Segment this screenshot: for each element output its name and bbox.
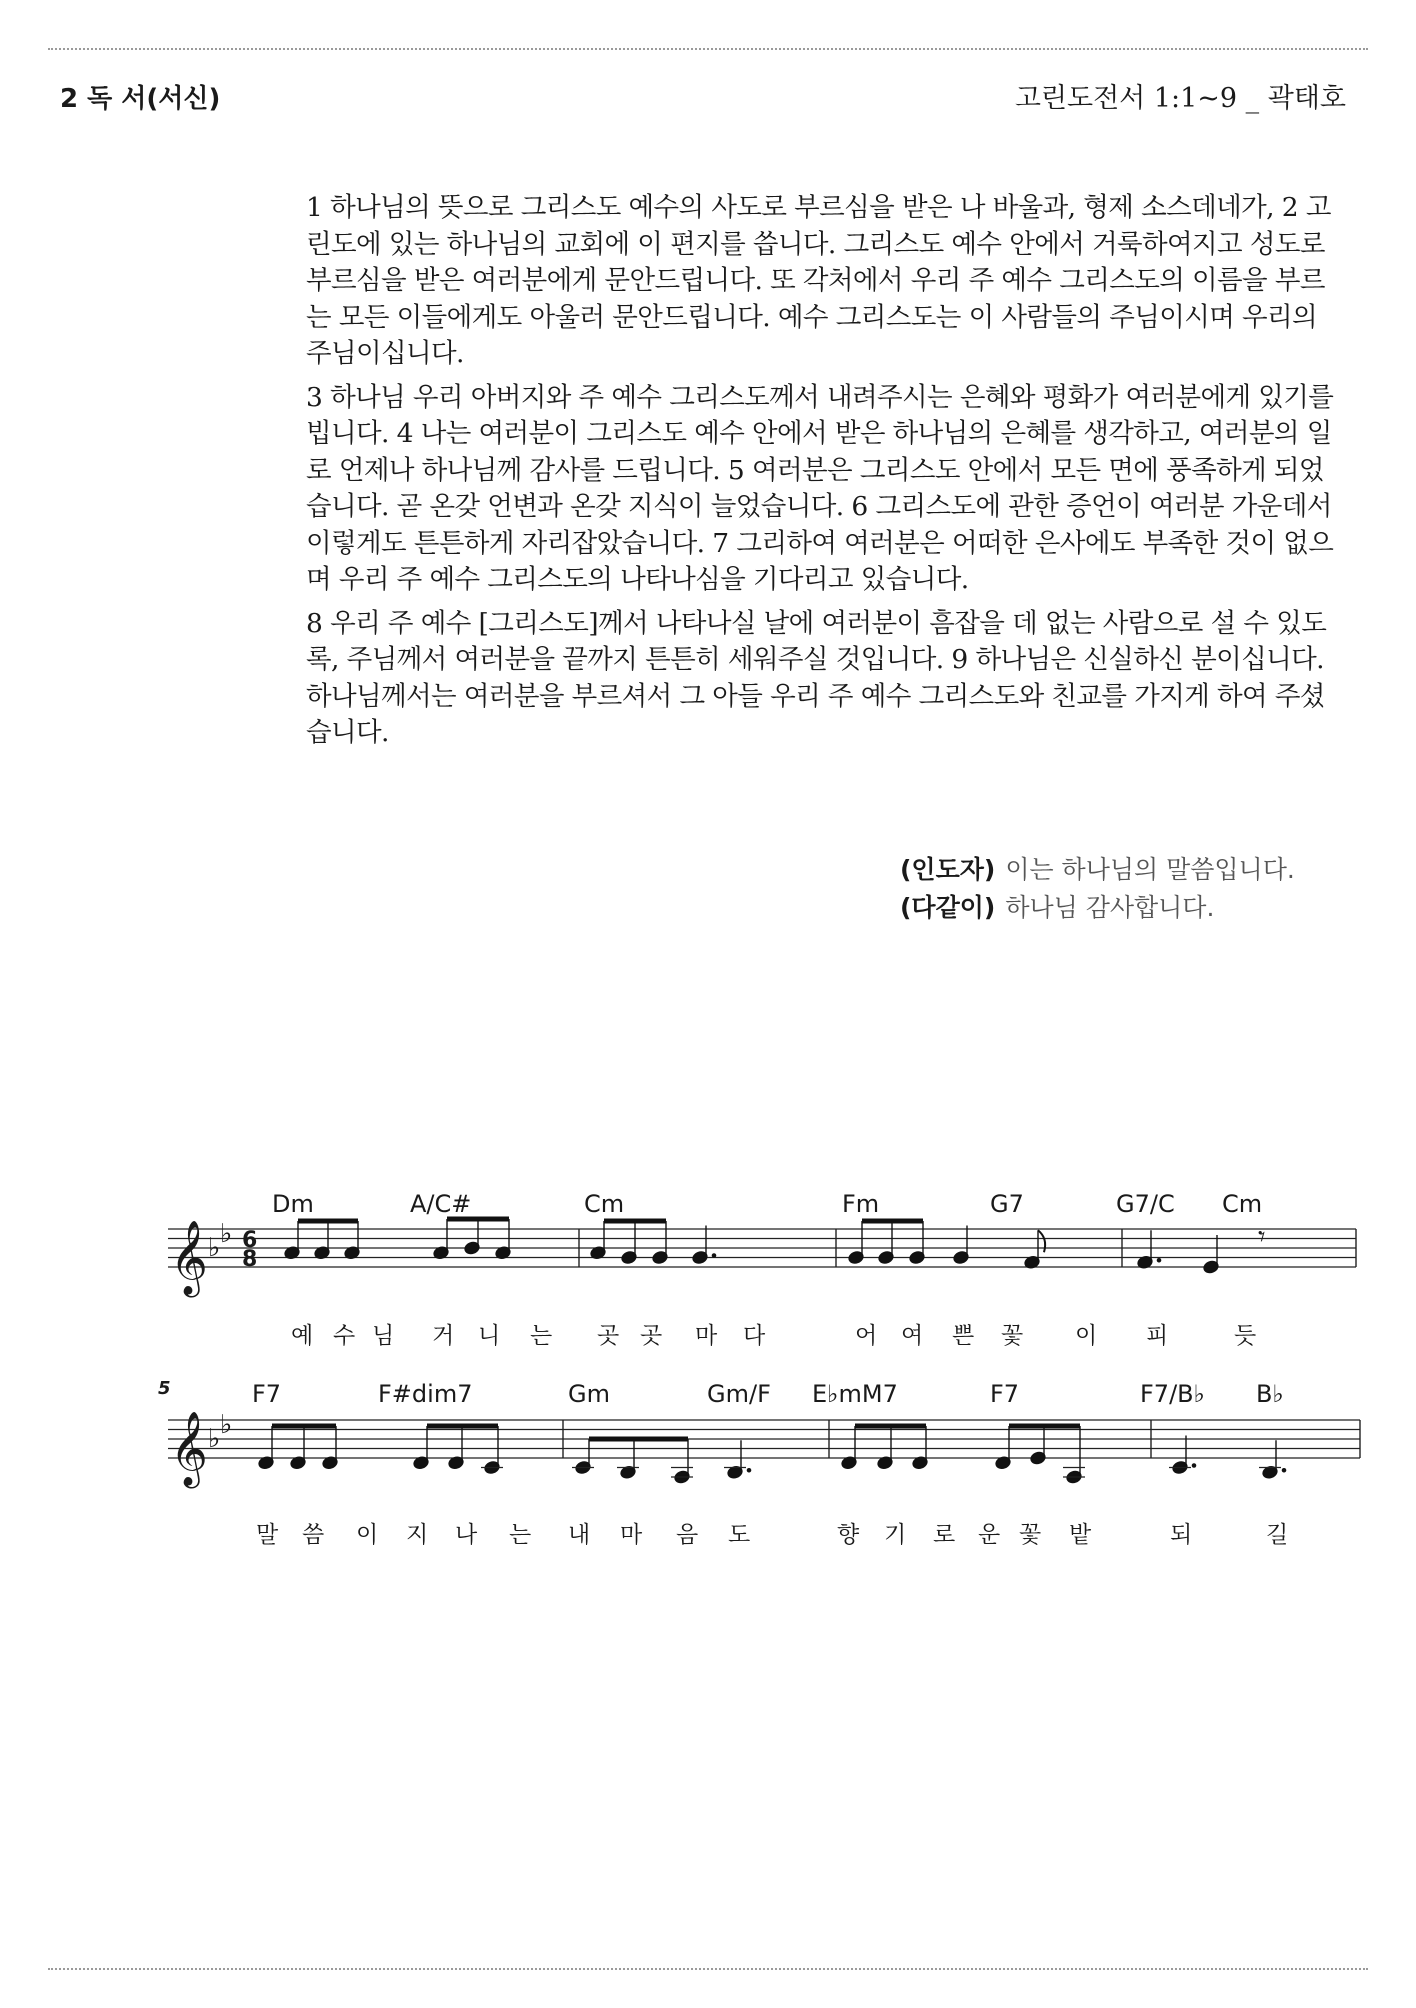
time-signature-bottom: 8 — [242, 1247, 258, 1272]
note-dot — [747, 1468, 752, 1473]
lyric-syllable: 꽃 — [1001, 1323, 1024, 1349]
lyric-syllable: 듯 — [1234, 1323, 1257, 1349]
lyric-syllable: 님 — [372, 1323, 395, 1349]
lyric-syllable: 향 — [837, 1522, 860, 1548]
flat-icon: ♭ — [208, 1233, 221, 1263]
lyric-syllable: 어 — [855, 1323, 878, 1349]
chord-symbol: Cm — [584, 1190, 625, 1218]
lyric-syllable: 되 — [1170, 1522, 1193, 1548]
reading-paragraph: 1 하나님의 뜻으로 그리스도 예수의 사도로 부르심을 받은 나 바울과, 형제 소스데네가, 2 고린도에 있는 하나님의 교회에 이 편지를 씁니다. 그리스도 예수 안에서 거룩하여지고 성도로 부르심을 받은 여러분에게 문안드립니다. 또 각처에서 우리 주 예수 그리스도의 이름을 부르는 모든 이들에게도 아울러 문안드립니다. 예수 그리스도는 이 사람들의 주님이시며 우리의 주님이십니다. — [306, 192, 1331, 369]
lyric-syllable: 이 — [356, 1522, 379, 1548]
response-text: 이는 하나님의 말씀입니다. — [1005, 855, 1295, 884]
lyric-syllable: 밭 — [1069, 1522, 1092, 1548]
measure-number: 5 — [158, 1378, 171, 1399]
lyric-syllable: 운 — [978, 1522, 1001, 1548]
chord-symbol: Fm — [842, 1190, 880, 1218]
chord-symbol: E♭mM7 — [812, 1380, 898, 1408]
chord-symbol: B♭ — [1256, 1380, 1284, 1408]
chord-symbol: F7 — [252, 1380, 282, 1408]
note-dot — [712, 1253, 717, 1258]
lyric-syllable: 여 — [901, 1323, 924, 1349]
lyric-syllable: 예 — [291, 1323, 314, 1349]
response-speaker: (다같이) — [900, 893, 996, 922]
lyric-syllable: 꽃 — [1019, 1522, 1042, 1548]
lyric-syllable: 수 — [333, 1323, 356, 1349]
flat-icon: ♭ — [208, 1424, 221, 1454]
lyric-syllable: 는 — [509, 1522, 532, 1548]
time-signature-top: 6 — [242, 1228, 258, 1253]
note-dot — [1157, 1258, 1162, 1263]
treble-clef-icon: 𝄞 — [170, 1412, 208, 1486]
note-dot — [1192, 1463, 1197, 1468]
note-dot — [1282, 1468, 1287, 1473]
chord-symbol: G7 — [990, 1190, 1024, 1218]
lyric-syllable: 니 — [478, 1323, 501, 1349]
note-flag — [1038, 1230, 1045, 1252]
lyric-syllable: 는 — [530, 1323, 553, 1349]
lyric-syllable: 나 — [455, 1522, 478, 1548]
chord-symbol: Gm — [568, 1380, 610, 1408]
section-title: 2 독 서(서신) — [60, 84, 221, 114]
eighth-rest-icon: 𝄾 — [1258, 1220, 1266, 1253]
treble-clef-icon: 𝄞 — [170, 1221, 208, 1295]
reading-paragraph: 3 하나님 우리 아버지와 주 예수 그리스도께서 내려주시는 은혜와 평화가 여러분에게 있기를 빕니다. 4 나는 여러분이 그리스도 예수 안에서 받은 하나님의 은혜를 생각하고, 여러분의 일로 언제나 하나님께 감사를 드립니다. 5 여러분은 그리스도 안에서 모든 면에 풍족하게 되었습니다. 곧 온갖 언변과 온갖 지식이 늘었습니다. 6 그리스도에 관한 증언이 여러분 가운데서 이렇게도 튼튼하게 자리잡았습니다. 7 그리하여 여러분은 어떠한 은사에도 부족한 것이 없으며 우리 주 예수 그리스도의 나타나심을 기다리고 있습니다. — [306, 381, 1334, 595]
lyric-syllable: 말 — [256, 1522, 279, 1548]
lyric-syllable: 마 — [620, 1522, 643, 1548]
lyric-syllable: 다 — [743, 1323, 766, 1349]
lyric-syllable: 음 — [676, 1522, 699, 1548]
lyric-syllable: 곳 — [640, 1323, 663, 1349]
lyric-syllable: 로 — [933, 1522, 956, 1548]
lyric-syllable: 지 — [406, 1522, 429, 1548]
lyric-syllable: 쁜 — [952, 1323, 975, 1349]
chord-symbol: Cm — [1222, 1190, 1263, 1218]
lyric-syllable: 마 — [695, 1323, 718, 1349]
lyric-syllable: 곳 — [597, 1323, 620, 1349]
lyric-syllable: 피 — [1146, 1323, 1169, 1349]
chord-symbol: G7/C — [1116, 1190, 1175, 1218]
chord-symbol: F7/B♭ — [1140, 1380, 1205, 1408]
lyric-syllable: 거 — [432, 1323, 455, 1349]
scripture-reference: 고린도전서 1:1~9 _ 곽태호 — [1014, 83, 1346, 114]
response-text: 하나님 감사합니다. — [1005, 893, 1215, 922]
lyric-syllable: 길 — [1266, 1522, 1289, 1548]
chord-symbol: A/C# — [410, 1190, 472, 1218]
lyric-syllable: 기 — [884, 1522, 907, 1548]
lyric-syllable: 이 — [1075, 1323, 1098, 1349]
flat-icon: ♭ — [220, 1218, 233, 1249]
reading-paragraph: 8 우리 주 예수 [그리스도]께서 나타나실 날에 여러분이 흠잡을 데 없는 사람으로 설 수 있도록, 주님께서 여러분을 끝까지 튼튼히 세워주실 것입니다. 9 하나님은 신실하신 분이십니다. 하나님께서는 여러분을 부르셔서 그 아들 우리 주 예수 그리스도와 친교를 가지게 하여 주셨습니다. — [306, 607, 1327, 748]
response-speaker: (인도자) — [900, 855, 996, 884]
chord-symbol: Gm/F — [707, 1380, 771, 1408]
lyric-syllable: 도 — [728, 1522, 751, 1548]
lyric-syllable: 내 — [568, 1522, 591, 1548]
chord-symbol: Dm — [272, 1190, 314, 1218]
lyric-syllable: 씀 — [302, 1522, 325, 1548]
chord-symbol: F7 — [990, 1380, 1020, 1408]
chord-symbol: F#dim7 — [378, 1380, 473, 1408]
bottom-dotted-rule — [48, 1968, 1368, 1970]
flat-icon: ♭ — [220, 1409, 233, 1440]
